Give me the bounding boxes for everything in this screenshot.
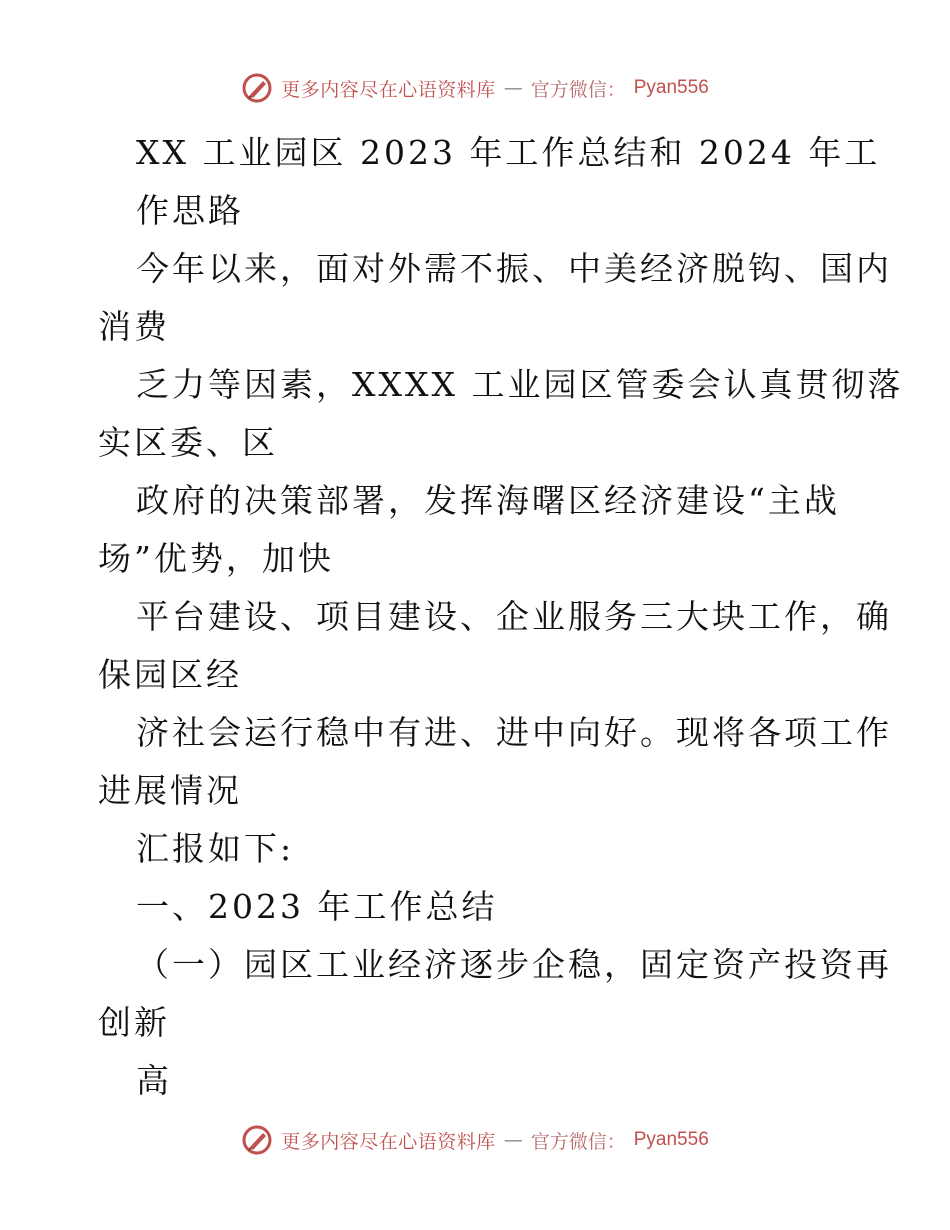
document-title-cont: 作思路	[136, 191, 244, 230]
banner-wechat-label: 官方微信：	[530, 1130, 626, 1153]
pen-circle-icon	[241, 1124, 273, 1156]
paragraph-line: 乏力等因素，XXXX 工业园区管委会认真贯彻落	[136, 365, 904, 404]
document-body	[98, 124, 904, 1110]
banner-separator: —	[503, 1129, 523, 1151]
paragraph-line: 汇报如下:	[136, 829, 295, 868]
paragraph-line: 场”优势，加快	[98, 539, 334, 578]
document-title: XX 工业园区 2023 年工作总结和 2024 年工	[136, 133, 881, 172]
paragraph-line: 高	[136, 1061, 172, 1100]
paragraph-line: 保园区经	[98, 655, 242, 694]
banner-text: 更多内容尽在心语资料库	[281, 78, 496, 101]
paragraph-line: 实区委、区	[98, 423, 278, 462]
subsection-heading: （一）园区工业经济逐步企稳，固定资产投资再	[136, 945, 892, 984]
banner-wechat-id: Pyan556	[633, 1129, 709, 1150]
banner-separator: —	[503, 77, 523, 99]
header-banner	[0, 72, 950, 104]
banner-text: 更多内容尽在心语资料库	[281, 1130, 496, 1153]
banner-wechat-id: Pyan556	[633, 77, 709, 98]
banner-wechat-label: 官方微信：	[530, 78, 626, 101]
paragraph-line: 济社会运行稳中有进、进中向好。现将各项工作	[136, 713, 892, 752]
section-heading: 一、2023 年工作总结	[136, 887, 498, 926]
paragraph-line: 消费	[98, 307, 170, 346]
paragraph-line: 今年以来，面对外需不振、中美经济脱钩、国内	[136, 249, 892, 288]
paragraph-line: 创新	[98, 1003, 170, 1042]
footer-banner	[0, 1124, 950, 1156]
paragraph-line: 进展情况	[98, 771, 242, 810]
paragraph-line: 平台建设、项目建设、企业服务三大块工作，确	[136, 597, 892, 636]
paragraph-line: 政府的决策部署，发挥海曙区经济建设“主战	[136, 481, 840, 520]
pen-circle-icon	[241, 72, 273, 104]
